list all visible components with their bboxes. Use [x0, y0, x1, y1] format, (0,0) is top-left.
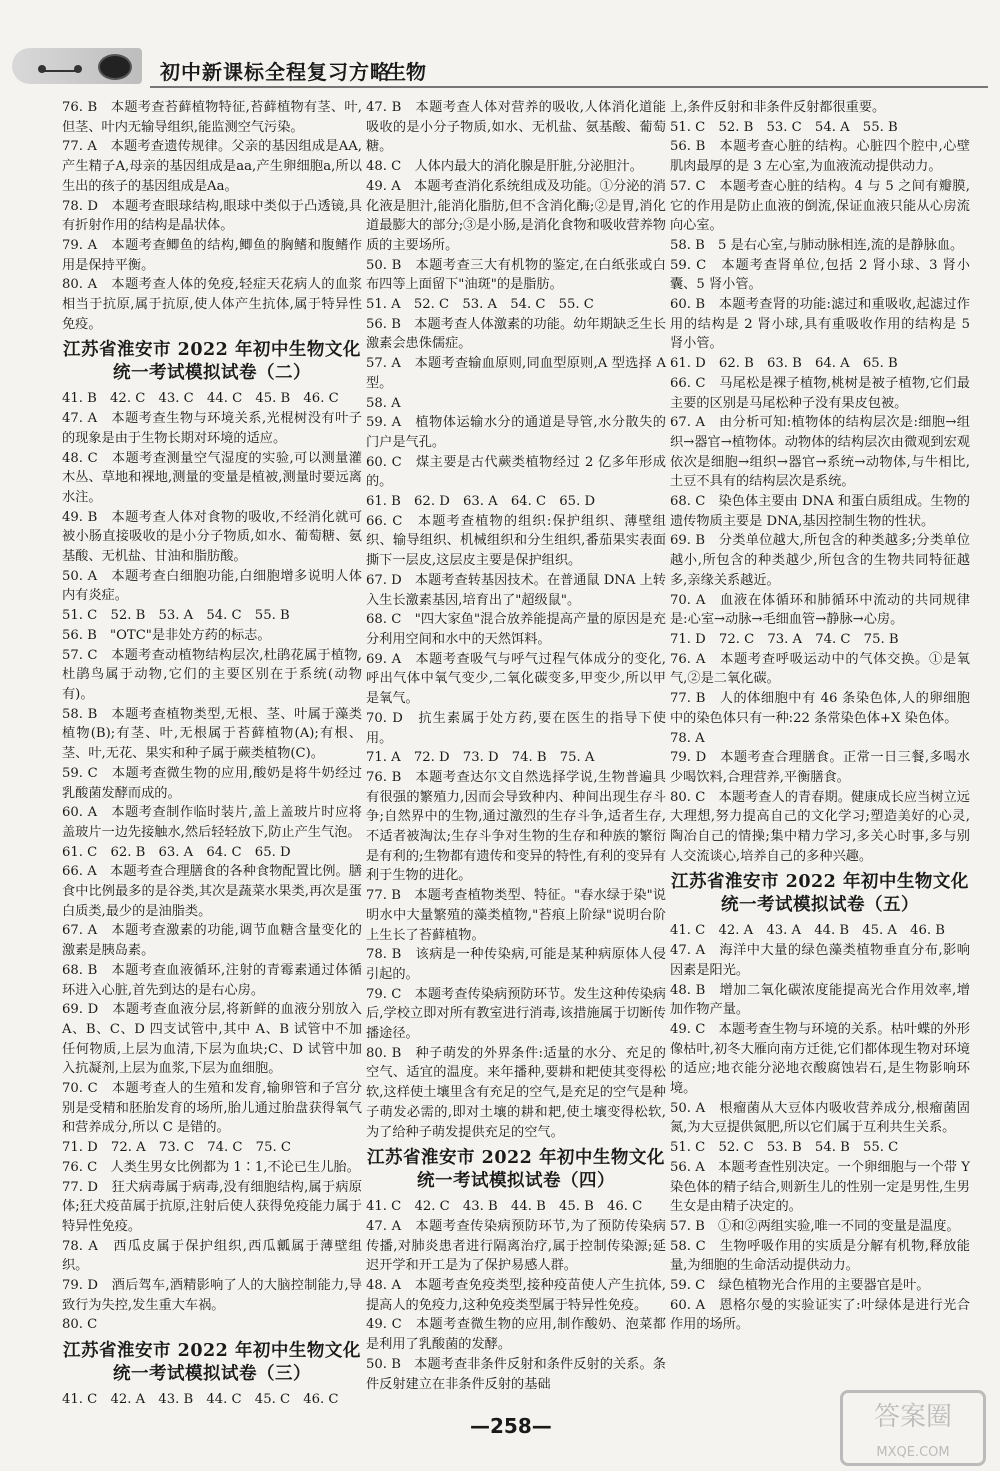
answer-entry: 49. B 本题考查人体对食物的吸收,不经消化就可被小肠直接吸收的是小分子物质,如水、葡萄糖、氨基酸、无机盐、甘油和脂肪酸。 [62, 509, 362, 565]
answer-entry: 58. C 生物呼吸作用的实质是分解有机物,释放能量,为细胞的生命活动提供动力。 [670, 1238, 970, 1274]
answer-entry: 56. A 本题考查性别决定。一个卵细胞与一个带 Y 染色体的精子结合,则新生儿的性别一定是男性,生男生女是由精子决定的。 [670, 1159, 970, 1215]
answer-entry: 41. C 42. A 43. A 44. B 45. A 46. B [670, 923, 945, 939]
answer-entry: 59. C 绿色植物光合作用的主要器官是叶。 [670, 1278, 930, 1294]
answer-entry: 66. C 马尾松是裸子植物,桃树是被子植物,它们最主要的区别是马尾松种子没有果皮包被。 [670, 375, 970, 411]
answer-entry: 51. C 52. B 53. A 54. C 55. B [62, 608, 290, 624]
answer-entry: 41. C 42. A 43. B 44. C 45. C 46. C [62, 1392, 339, 1408]
section-title: 江苏省淮安市 2022 年初中生物文化统一考试模拟试卷（三） [63, 1341, 361, 1385]
answer-entry: 66. C 本题考查植物的组织:保护组织、薄壁组织、输导组织、机械组织和分生组织,番茄果实表面撕下一层皮,这层皮主要是保护组织。 [366, 513, 666, 569]
answer-entry: 68. C 染色体主要由 DNA 和蛋白质组成。生物的遗传物质主要是 DNA,基因控制生物的性状。 [670, 494, 970, 529]
answer-entry: 59. C 本题考查微生物的应用,酸奶是将牛奶经过乳酸菌发酵而成的。 [62, 765, 362, 801]
answer-entry: 57. A 本题考查输血原则,同血型原则,A 型选择 A 型。 [366, 356, 666, 391]
answer-entry: 67. A 由分析可知:植物体的结构层次是:细胞→组织→器官→植物体。动物体的结构层次由微观到宏观依次是细胞→组织→器官→系统→动物体,与牛相比,土豆不具有的结构层次是系统。 [670, 415, 970, 490]
subject-label: 生物 [386, 60, 426, 84]
watermark-site: MXQE.COM [876, 1445, 950, 1460]
answer-entry: 61. B 62. D 63. A 64. C 65. D [366, 494, 596, 510]
answer-entry: 77. B 本题考查植物类型、特征。"春水绿于染"说明水中大量繁殖的藻类植物,"苔痕上阶绿"说明台阶上生长了苔藓植物。 [366, 888, 666, 943]
answer-entry: 上,条件反射和非条件反射都很重要。 [670, 100, 886, 115]
answer-entry: 76. A 本题考查呼吸运动中的气体交换。①是氧气,②是二氧化碳。 [670, 651, 970, 687]
answer-entry: 59. C 本题考查肾单位,包括 2 肾小球、3 肾小囊、5 肾小管。 [670, 257, 970, 293]
book-title: 初中新课标全程复习方略 [160, 60, 391, 84]
answer-entry: 47. A 本题考查生物与环境关系,光棍树没有叶子的现象是由于生物长期对环境的适应。 [62, 411, 362, 446]
answer-column-2 [366, 98, 666, 1394]
answer-entry: 68. C "四大家鱼"混合放养能提高产量的原因是充分利用空间和水中的天然饵料。 [366, 612, 666, 647]
answer-entry: 56. B "OTC"是非处方药的标志。 [62, 627, 271, 643]
answer-entry: 61. C 62. B 63. A 64. C 65. D [62, 844, 291, 860]
answer-entry: 58. B 本题考查植物类型,无根、茎、叶属于藻类植物(B);有茎、叶,无根属于苔藓植物(A);有根、茎、叶,无花、果实和种子属于蕨类植物(C)。 [62, 706, 362, 762]
eye-icon [98, 54, 132, 80]
answer-entry: 76. C 人类生男女比例都为 1∶1,不论已生儿胎。 [62, 1159, 360, 1175]
answer-entry: 80. A 本题考查人体的免疫,轻症天花病人的血浆相当于抗原,属于抗原,使人体产生抗体,属于特异性免疫。 [62, 277, 362, 332]
watermark-logo [840, 1390, 986, 1466]
section-title: 江苏省淮安市 2022 年初中生物文化统一考试模拟试卷（四） [367, 1148, 665, 1192]
header-rule [150, 86, 988, 88]
watermark-brand: 答案圈 [873, 1402, 952, 1432]
answer-entry: 71. D 72. C 73. A 74. C 75. B [670, 631, 899, 647]
answer-entry: 47. B 本题考查人体对营养的吸收,人体消化道能吸收的是小分子物质,如水、无机盐、氨基酸、葡萄糖。 [366, 100, 666, 155]
answer-entry: 51. C 52. B 53. C 54. A 55. B [670, 119, 898, 135]
answer-entry: 77. A 本题考查遗传规律。父亲的基因组成是AA,产生精子A,母亲的基因组成是aa,产生卵细胞a,所以生出的孩子的基因组成是Aa。 [62, 139, 362, 194]
page-number: —258— [470, 1414, 552, 1438]
answer-entry: 80. C 本题考查人的青春期。健康成长应当树立远大理想,努力提高自己的文化学习;塑造美好的心灵,陶冶自己的情操;集中精力学习,多关心时事,多与别人交流谈心,培养自己的多种兴趣。 [670, 789, 970, 864]
answer-entry: 76. B 本题考查苔藓植物特征,苔藓植物有茎、叶,但茎、叶内无输导组织,能监测空气污染。 [62, 100, 362, 135]
answer-entry: 56. B 本题考查人体激素的功能。幼年期缺乏生长激素会患侏儒症。 [366, 316, 666, 352]
answer-entry: 49. A 本题考查消化系统组成及功能。①分泌的消化液是胆汁,能消化脂肪,但不含消化酶;②是胃,消化道最膨大的部分;③是小肠,是消化食物和吸收营养物质的主要场所。 [366, 178, 666, 253]
answer-entry: 59. A 植物体运输水分的通道是导管,水分散失的门户是气孔。 [366, 415, 666, 450]
answer-entry: 47. A 本题考查传染病预防环节,为了预防传染病传播,对肺炎患者进行隔离治疗,属于控制传染源;延迟开学和开工是为了保护易感人群。 [366, 1218, 666, 1274]
answer-entry: 70. C 本题考查人的生殖和发育,输卵管和子宫分别是受精和胚胎发育的场所,胎儿通过胎盘获得氧气和营养成分,所以 C 是错的。 [62, 1081, 362, 1136]
answer-entry: 48. C 人体内最大的消化腺是肝脏,分泌胆汁。 [366, 159, 643, 175]
answer-entry: 78. D 本题考查眼球结构,眼球中类似于凸透镜,具有折射作用的结构是晶状体。 [62, 198, 362, 234]
answer-entry: 56. B 本题考查心脏的结构。心脏四个腔中,心壁肌肉最厚的是 3 左心室,为血液流动提供动力。 [670, 139, 970, 175]
answer-entry: 69. A 本题考查吸气与呼气过程气体成分的变化,呼出气体中氧气变少,二氧化碳变多,甲变少,所以甲是氧气。 [366, 651, 666, 707]
answer-entry: 58. B 5 是右心室,与肺动脉相连,流的是静脉血。 [670, 237, 964, 253]
answer-entry: 61. D 62. B 63. B 64. A 65. B [670, 356, 898, 372]
answer-entry: 80. C [62, 1317, 98, 1333]
answer-entry: 78. A [670, 730, 705, 746]
answer-entry: 48. A 本题考查免疫类型,接种疫苗使人产生抗体,提高人的免疫力,这种免疫类型属于特异性免疫。 [366, 1278, 666, 1313]
answer-entry: 71. D 72. A 73. C 74. C 75. C [62, 1140, 291, 1156]
book-logo [12, 48, 142, 84]
answer-entry: 78. B 该病是一种传染病,可能是某种病原体人侵引起的。 [366, 947, 666, 982]
answer-entry: 57. B ①和②两组实验,唯一不同的变量是温度。 [670, 1218, 960, 1234]
answer-entry: 79. A 本题考查鲫鱼的结构,鲫鱼的胸鳍和腹鳍作用是保持平衡。 [62, 237, 362, 273]
answer-entry: 77. D 狂犬病毒属于病毒,没有细胞结构,属于病原体;狂犬疫苗属于抗原,注射后使人获得免疫能力属于特异性免疫。 [62, 1179, 362, 1234]
answer-entry: 47. A 海洋中大量的绿色藻类植物垂直分布,影响因素是阳光。 [670, 943, 970, 978]
answer-entry: 49. C 本题考查生物与环境的关系。枯叶蝶的外形像枯叶,初冬大雁向南方迁徙,它们都体现生物对环境的适应;地衣能分泌地衣酸腐蚀岩石,是生物影响环境。 [670, 1021, 970, 1097]
answer-entry: 41. C 42. C 43. B 44. B 45. B 46. C [366, 1199, 643, 1215]
answer-entry: 70. A 血液在体循环和肺循环中流动的共同规律是:心室→动脉→毛细血管→静脉→心房。 [670, 592, 970, 628]
answer-entry: 80. B 种子萌发的外界条件:适量的水分、充足的空气、适宜的温度。来年播种,要耕和耙使其变得松软,这样使土壤里含有充足的空气,是充足的空气是种子萌发必需的,即对土壤的耕和耙,使土壤变得松软,为了给种子萌发提供充足的空气。 [366, 1045, 666, 1140]
answer-entry: 71. A 72. D 73. D 74. B 75. A [366, 750, 595, 766]
answer-entry: 79. D 酒后驾车,酒精影响了人的大脑控制能力,导致行为失控,发生重大车祸。 [62, 1278, 362, 1313]
answer-entry: 60. C 煤主要是古代蕨类植物经过 2 亿多年形成的。 [366, 454, 666, 490]
answer-entry: 78. A 西瓜皮属于保护组织,西瓜瓤属于薄壁组织。 [62, 1238, 362, 1274]
answer-entry: 68. B 本题考查血液循环,注射的青霉素通过体循环进入心脏,首先到达的是右心房。 [62, 962, 362, 998]
answer-entry: 50. B 本题考查非条件反射和条件反射的关系。条件反射建立在非条件反射的基础 [366, 1356, 666, 1392]
answer-entry: 69. D 本题考查血液分层,将新鲜的血液分别放入 A、B、C、D 四支试管中,其中 A、B 试管中不加任何物质,上层为血清,下层为血块;C、D 试管中加入抗凝剂,上层为血浆,下层为血细胞。 [62, 1002, 362, 1077]
connector-icon [42, 62, 78, 72]
answer-entry: 76. B 本题考查达尔文自然选择学说,生物普遍具有很强的繁殖力,因而会导致种内、种间出现生存斗争;自然界中的生物,通过激烈的生存斗争,适者生存,不适者被淘汰;生存斗争对生物的生存和种族的繁衍是有利的;生物都有遗传和变异的特性,有利的变异有利于生物的进化。 [366, 769, 666, 884]
answer-entry: 66. A 本题考查合理膳食的各种食物配置比例。膳食中比例最多的是谷类,其次是蔬菜水果类,再次是蛋白质类,最少的是油脂类。 [62, 864, 362, 919]
answer-column-3 [670, 98, 970, 1335]
answer-entry: 79. C 本题考查传染病预防环节。发生这种传染病后,学校立即对所有教室进行消毒,该措施属于切断传播途径。 [366, 986, 666, 1042]
answer-entry: 57. C 本题考查心脏的结构。4 与 5 之间有瓣膜,它的作用是防止血液的倒流,保证血液只能从心房流向心室。 [670, 178, 970, 234]
answer-entry: 70. D 抗生素属于处方药,要在医生的指导下使用。 [366, 710, 666, 746]
answer-entry: 67. A 本题考查激素的功能,调节血糖含量变化的激素是胰岛素。 [62, 923, 362, 959]
answer-entry: 48. C 本题考查测量空气湿度的实验,可以测量灌木丛、草地和裸地,测量的变量是植被,测量时要远离水注。 [62, 450, 362, 505]
answer-column-1 [62, 98, 362, 1410]
answer-entry: 50. A 本题考查白细胞功能,白细胞增多说明人体内有炎症。 [62, 568, 362, 604]
answer-entry: 57. C 本题考查动植物结构层次,杜鹃花属于植物,杜鹃鸟属于动物,它们的主要区别在于系统(动物有)。 [62, 647, 362, 702]
answer-entry: 50. B 本题考查三大有机物的鉴定,在白纸张或白布四等上面留下"油斑"的是脂肪。 [366, 257, 666, 293]
answer-entry: 60. B 本题考查肾的功能:滤过和重吸收,起滤过作用的结构是 2 肾小球,具有重吸收作用的结构是 5 肾小管。 [670, 297, 970, 352]
answer-entry: 60. A 本题考查制作临时装片,盖上盖玻片时应将盖玻片一边先接触水,然后轻轻放下,防止产生气泡。 [62, 805, 362, 840]
answer-entry: 67. D 本题考查转基因技术。在普通鼠 DNA 上转入生长激素基因,培育出了"超级鼠"。 [366, 572, 666, 608]
section-title: 江苏省淮安市 2022 年初中生物文化统一考试模拟试卷（五） [671, 872, 969, 916]
answer-entry: 58. A [366, 395, 401, 411]
answer-entry: 60. A 恩格尔曼的实验证实了:叶绿体是进行光合作用的场所。 [670, 1297, 970, 1333]
answer-entry: 48. B 增加二氧化碳浓度能提高光合作用效率,增加作物产量。 [670, 982, 970, 1018]
answer-entry: 41. B 42. C 43. C 44. C 45. B 46. C [62, 391, 339, 407]
answer-entry: 50. A 根瘤菌从大豆体内吸收营养成分,根瘤菌固氮,为大豆提供氮肥,所以它们属于互利共生关系。 [670, 1100, 970, 1136]
answer-entry: 49. C 本题考查微生物的应用,制作酸奶、泡菜都是利用了乳酸菌的发酵。 [366, 1317, 666, 1353]
answer-entry: 79. D 本题考查合理膳食。正常一日三餐,多喝水少喝饮料,合理营养,平衡膳食。 [670, 750, 970, 785]
page-header [0, 0, 1000, 88]
answer-entry: 51. C 52. C 53. B 54. B 55. C [670, 1140, 899, 1156]
section-title: 江苏省淮安市 2022 年初中生物文化统一考试模拟试卷（二） [63, 340, 361, 384]
answer-entry: 77. B 人的体细胞中有 46 条染色体,人的卵细胞中的染色体只有一种:22 条常染色体+X 染色体。 [670, 691, 970, 726]
answer-entry: 69. B 分类单位越大,所包含的种类越多;分类单位越小,所包含的种类越少,所包含的生物共同特征越多,亲缘关系越近。 [670, 533, 970, 588]
answer-entry: 51. A 52. C 53. A 54. C 55. C [366, 297, 594, 313]
